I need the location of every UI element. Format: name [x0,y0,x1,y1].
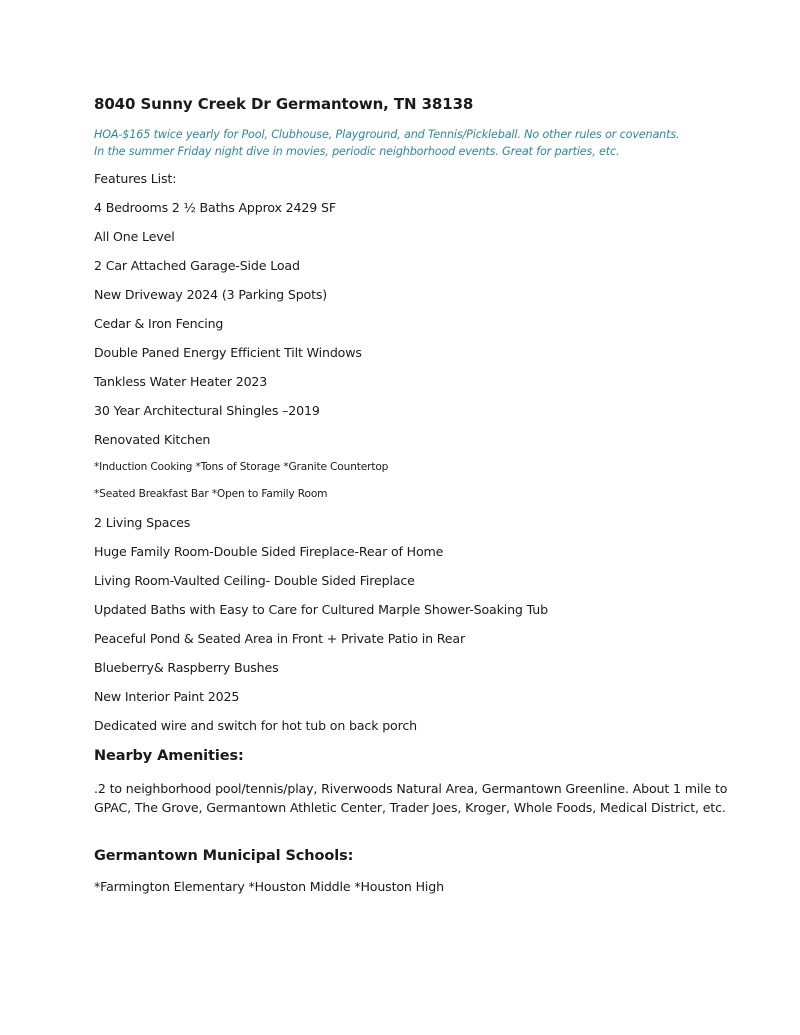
feature-item: 4 Bedrooms 2 ½ Baths Approx 2429 SF [94,200,336,215]
feature-item: 2 Living Spaces [94,515,191,530]
hoa-note [94,126,679,160]
feature-item: Blueberry& Raspberry Bushes [94,660,279,675]
hoa-note-line-1: HOA-$165 twice yearly for Pool, Clubhouse, Playground, and Tennis/Pickleball. No other rules or covenants. [94,128,680,141]
kitchen-detail-item: *Induction Cooking *Tons of Storage *Granite Countertop [94,461,389,473]
feature-item: All One Level [94,229,175,244]
feature-item: New Interior Paint 2025 [94,689,240,704]
schools-heading: Germantown Municipal Schools: [94,848,354,864]
feature-item: Huge Family Room-Double Sided Fireplace-Rear of Home [94,544,444,559]
features-heading: Features List: [94,171,177,186]
feature-item: Updated Baths with Easy to Care for Cultured Marple Shower-Soaking Tub [94,602,548,617]
feature-item: 30 Year Architectural Shingles –2019 [94,403,320,418]
feature-item: Tankless Water Heater 2023 [94,374,268,389]
feature-item: New Driveway 2024 (3 Parking Spots) [94,287,328,302]
feature-item: Double Paned Energy Efficient Tilt Windows [94,345,362,360]
feature-item: Cedar & Iron Fencing [94,316,224,331]
feature-item: 2 Car Attached Garage-Side Load [94,258,300,273]
amenities-heading: Nearby Amenities: [94,748,244,764]
hoa-note-line-2: In the summer Friday night dive in movies, periodic neighborhood events. Great for parties, etc. [94,145,620,158]
feature-item: Renovated Kitchen [94,432,211,447]
feature-item: Dedicated wire and switch for hot tub on back porch [94,718,417,733]
schools-text: *Farmington Elementary *Houston Middle *Houston High [94,879,444,894]
feature-item: Living Room-Vaulted Ceiling- Double Sided Fireplace [94,573,415,588]
amenities-text: .2 to neighborhood pool/tennis/play, Riverwoods Natural Area, Germantown Greenline. About 1 mile to GPAC, The Grove, Germantown Athletic Center, Trader Joes, Kroger, Whole Foods, Medical District, etc. [94,781,728,815]
property-address-title: 8040 Sunny Creek Dr Germantown, TN 38138 [94,95,474,113]
feature-item: Peaceful Pond & Seated Area in Front + Private Patio in Rear [94,631,465,646]
kitchen-detail-item: *Seated Breakfast Bar *Open to Family Room [94,488,328,500]
